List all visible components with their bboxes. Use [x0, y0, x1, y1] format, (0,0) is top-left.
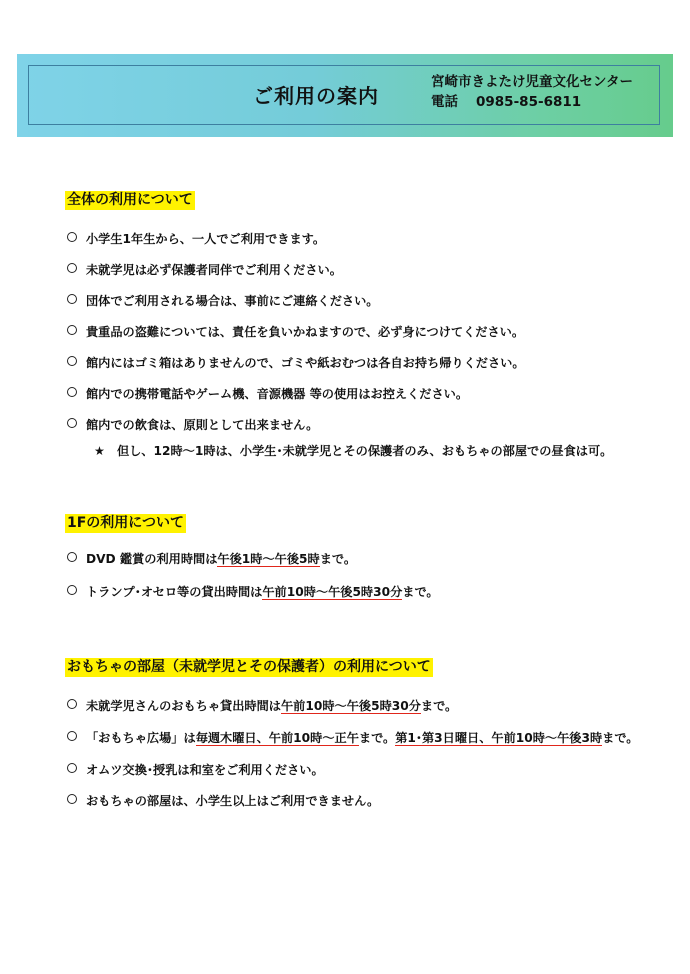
circle-bullet-icon [67, 552, 77, 562]
list-item: オムツ交換･授乳は和室をご利用ください。 [67, 761, 324, 779]
highlighted-time: 第1･第3日曜日、午前10時～午後3時 [395, 731, 603, 745]
phone-number: 0985-85-6811 [476, 94, 582, 110]
list-item: おもちゃの部屋は、小学生以上はご利用できません。 [67, 792, 379, 810]
circle-bullet-icon [67, 232, 77, 242]
highlighted-time: 午後1時～午後5時 [217, 552, 320, 566]
circle-bullet-icon [67, 699, 77, 709]
circle-bullet-icon [67, 356, 77, 366]
list-item: 未就学児さんのおもちゃ貸出時間は午前10時～午後5時30分まで。 [67, 697, 457, 715]
list-item: 団体でご利用される場合は、事前にご連絡ください。 [67, 292, 379, 310]
highlighted-time: 午前10時～午後5時30分 [262, 585, 403, 599]
section-title-1f: 1Fの利用について [67, 515, 185, 531]
circle-bullet-icon [67, 387, 77, 397]
section-title-toy-room: おもちゃの部屋（未就学児とその保護者）の利用について [67, 659, 431, 675]
circle-bullet-icon [67, 763, 77, 773]
section-title-general: 全体の利用について [67, 192, 193, 208]
circle-bullet-icon [67, 418, 77, 428]
list-item: 小学生1年生から、一人でご利用できます。 [67, 230, 325, 248]
highlighted-time: 午前10時～午後5時30分 [281, 699, 421, 713]
phone-line [431, 92, 581, 112]
circle-bullet-icon [67, 794, 77, 804]
list-item: 貴重品の盗難については、責任を負いかねますので、必ず身につけてください。 [67, 323, 524, 341]
lunch-exception-note: ★ 但し、12時～1時は、小学生･未就学児とその保護者のみ、おもちゃの部屋での昼食は可。 [94, 444, 613, 458]
list-item: 館内にはゴミ箱はありませんので、ゴミや紙おむつは各自お持ち帰りください。 [67, 354, 525, 372]
circle-bullet-icon [67, 294, 77, 304]
circle-bullet-icon [67, 263, 77, 273]
list-item: 館内での飲食は、原則として出来ません。 [67, 416, 318, 434]
phone-label: 電話 [431, 94, 458, 110]
list-item: トランプ･オセロ等の貸出時間は午前10時～午後5時30分まで。 [67, 583, 439, 601]
highlighted-time: 毎週木曜日、午前10時～正午 [195, 731, 359, 745]
list-item: DVD 鑑賞の利用時間は午後1時～午後5時まで。 [67, 550, 356, 568]
circle-bullet-icon [67, 731, 77, 741]
page-title: ご利用の案内 [253, 84, 379, 108]
organization-name: 宮崎市きよたけ児童文化センター [431, 74, 633, 90]
circle-bullet-icon [67, 585, 77, 595]
circle-bullet-icon [67, 325, 77, 335]
list-item: 未就学児は必ず保護者同伴でご利用ください。 [67, 261, 342, 279]
star-icon: ★ [94, 444, 105, 458]
header-frame [28, 65, 660, 125]
list-item: 「おもちゃ広場」は毎週木曜日、午前10時～正午まで。第1･第3日曜日、午前10時～午後3時まで。 [67, 729, 639, 747]
header-banner [17, 54, 673, 137]
list-item: 館内での携帯電話やゲーム機、音源機器 等の使用はお控えください。 [67, 385, 468, 403]
